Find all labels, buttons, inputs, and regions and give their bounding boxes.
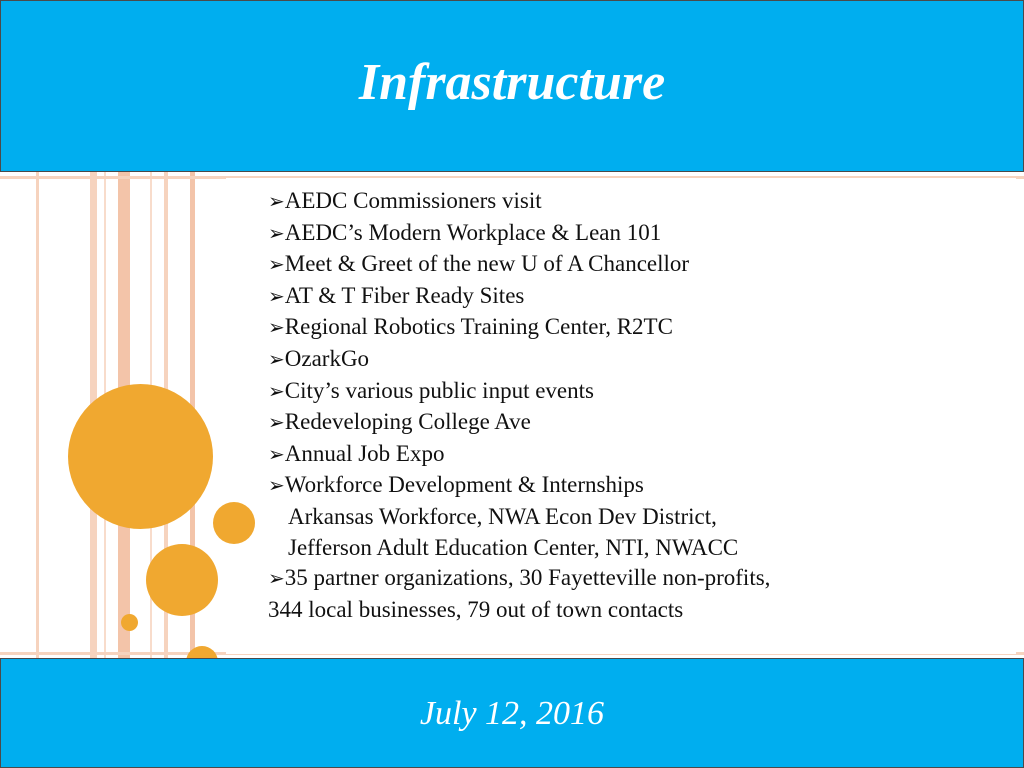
- item-continuation: 344 local businesses, 79 out of town contacts: [268, 596, 684, 622]
- stripe-line: [36, 172, 39, 660]
- decorative-circle-large: [68, 384, 213, 529]
- arrow-bullet-icon: ➢: [268, 380, 285, 403]
- decorative-circle-medium: [146, 544, 218, 616]
- title-banner: [0, 0, 1024, 172]
- sub-item: Jefferson Adult Education Center, NTI, NWACC: [288, 534, 739, 560]
- list-item: ➢35 partner organizations, 30 Fayetteville non-profits, 344 local businesses, 79 out of town contacts: [268, 563, 1008, 625]
- date-banner: [0, 658, 1024, 768]
- sub-item: Arkansas Workforce, NWA Econ Dev District,: [288, 503, 717, 529]
- slide-date: July 12, 2016: [419, 695, 605, 732]
- list-item: ➢OzarkGo: [268, 345, 370, 371]
- arrow-bullet-icon: ➢: [268, 348, 285, 371]
- list-item: ➢City’s various public input events: [268, 377, 594, 403]
- arrow-bullet-icon: ➢: [268, 222, 285, 245]
- arrow-bullet-icon: ➢: [268, 254, 285, 277]
- arrow-bullet-icon: ➢: [268, 443, 285, 466]
- list-item: ➢Workforce Development & Internships Arkansas Workforce, NWA Econ Dev District, Jefferson Adult Education Center, NTI, NWACC: [268, 470, 1008, 563]
- arrow-bullet-icon: ➢: [268, 317, 285, 340]
- list-item: ➢Redeveloping College Ave: [268, 409, 531, 435]
- list-item: ➢AT & T Fiber Ready Sites: [268, 282, 525, 308]
- bullet-list: [268, 186, 1008, 625]
- list-item: ➢Meet & Greet of the new U of A Chancellor: [268, 251, 690, 277]
- list-item: ➢Regional Robotics Training Center, R2TC: [268, 314, 673, 340]
- arrow-bullet-icon: ➢: [268, 191, 285, 213]
- arrow-bullet-icon: ➢: [268, 412, 285, 435]
- arrow-bullet-icon: ➢: [268, 285, 285, 308]
- arrow-bullet-icon: ➢: [268, 475, 285, 498]
- arrow-bullet-icon: ➢: [268, 568, 285, 591]
- slide-title: Infrastructure: [358, 54, 666, 111]
- list-item: ➢AEDC Commissioners visit: [268, 188, 542, 213]
- decorative-circle-tiny: [121, 614, 138, 631]
- list-item: ➢Annual Job Expo: [268, 440, 445, 466]
- list-item: ➢AEDC’s Modern Workplace & Lean 101: [268, 219, 662, 245]
- decorative-circle-small: [213, 502, 255, 544]
